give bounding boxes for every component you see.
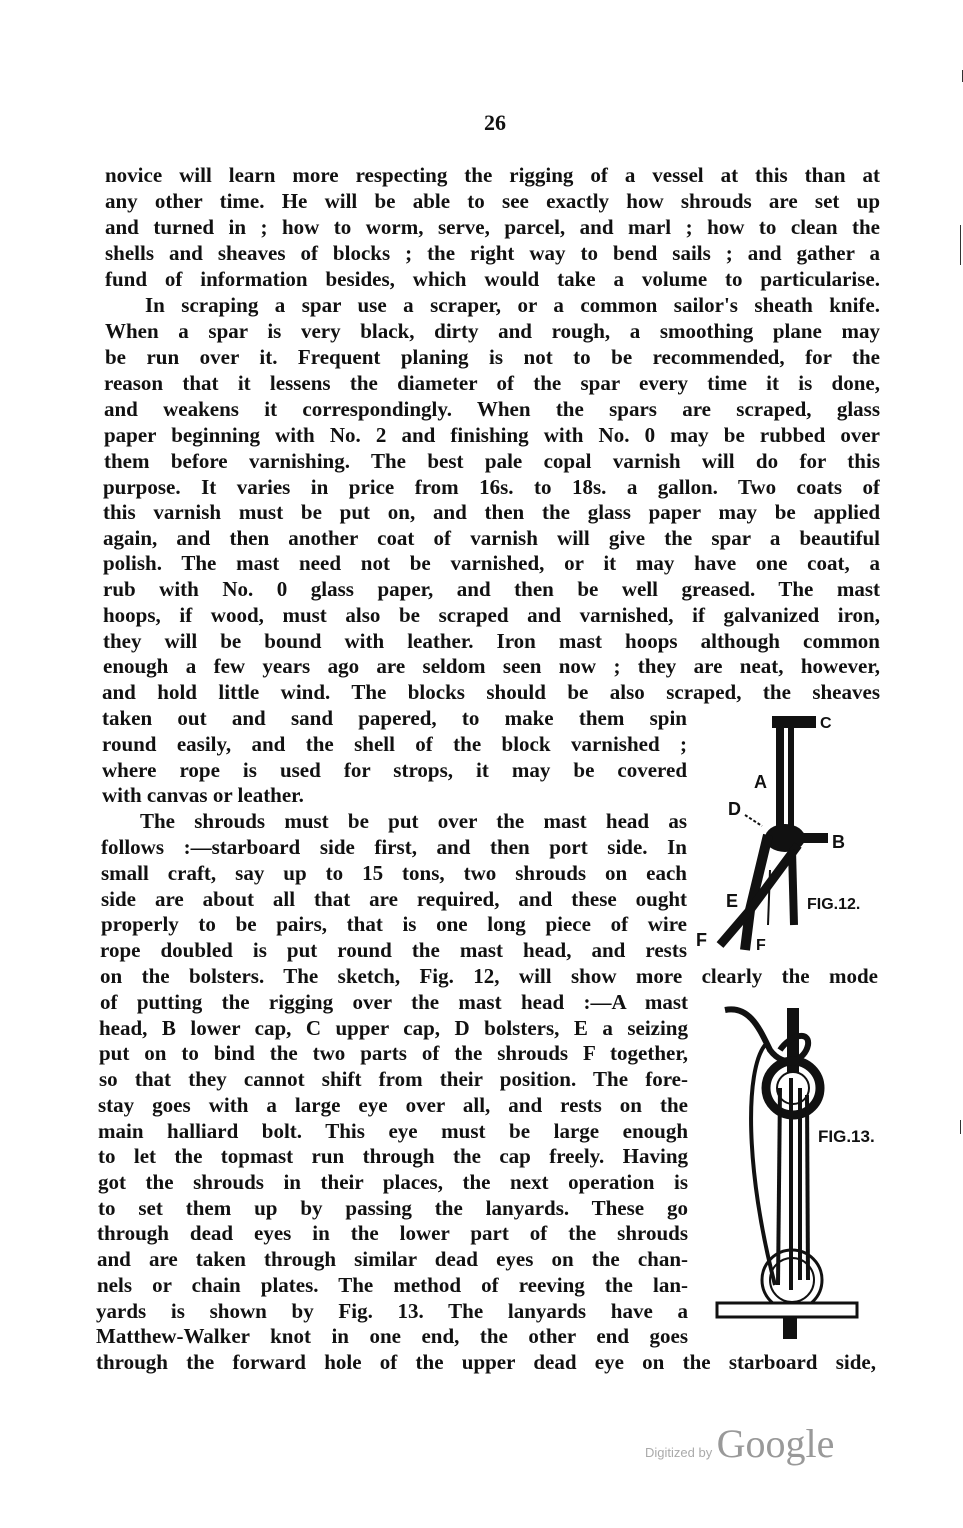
text-line: paper beginning with No. 2 and finishing with No. 0 may be rubbed over <box>104 423 880 447</box>
text-line: through the forward hole of the upper dead eye on the starboard side, <box>96 1350 876 1374</box>
label-b: B <box>832 832 845 852</box>
text-line: polish. The mast need not be varnished, or it may have one coat, a <box>103 551 880 575</box>
text-line: and are taken through similar dead eyes on the chan- <box>97 1247 688 1271</box>
text-line: enough a few years ago are seldom seen now ; they are neat, however, <box>103 654 880 678</box>
text-line: shells and sheaves of blocks ; the right way to bend sails ; and gather a <box>105 241 880 265</box>
text-line: got the shrouds in their places, the next operation is <box>98 1170 688 1194</box>
text-line: taken out and sand papered, to make them spin <box>102 706 687 730</box>
text-line: put on to bind the two parts of the shrouds F together, <box>99 1041 688 1065</box>
text-line: any other time. He will be able to see exactly how shrouds are set up <box>105 189 880 213</box>
page-number: 26 <box>484 110 506 135</box>
text-line: head, B lower cap, C upper cap, D bolsters, E a seizing <box>99 1016 688 1040</box>
mast-head <box>776 728 784 828</box>
watermark-prefix: Digitized by <box>645 1445 713 1460</box>
label-d: D <box>728 799 741 819</box>
text-line: and hold little wind. The blocks should be also scraped, the sheaves <box>102 680 880 704</box>
text-line: this varnish must be put on, and then the glass paper may be applied <box>103 500 880 524</box>
text-line: main halliard bolt. This eye must be large enough <box>98 1119 688 1143</box>
text-line: yards is shown by Fig. 13. The lanyards have a <box>96 1299 688 1323</box>
label-a: A <box>754 772 767 792</box>
text-line: and weakens it correspondingly. When the spars are scraped, glass <box>104 397 880 421</box>
text-line: The shrouds must be put over the mast head as <box>140 809 687 833</box>
text-line: through dead eyes in the lower part of the shrouds <box>97 1221 688 1245</box>
label-f-left: F <box>696 930 707 950</box>
text-line: again, and then another coat of varnish will give the spar a beautiful <box>103 526 880 550</box>
text-line: be run over it. Frequent planing is not to be recommended, for the <box>105 345 880 369</box>
text-line: reason that it lessens the diameter of the spar every time it is done, <box>104 371 880 395</box>
text-line: properly to be pairs, that is one long piece of wire <box>101 912 687 936</box>
text-line: novice will learn more respecting the rigging of a vessel at this than at <box>105 163 880 187</box>
upper-cap <box>772 716 816 728</box>
watermark <box>645 1420 834 1467</box>
text-line: small craft, say up to 15 tons, two shrouds on each <box>101 861 687 885</box>
text-line: them before varnishing. The best pale copal varnish will do for this <box>104 449 880 473</box>
text-line: they will be bound with leather. Iron mast hoops although common <box>103 629 880 653</box>
google-logo: Google <box>716 1421 835 1466</box>
text-line: nels or chain plates. The method of reeving the lan- <box>97 1273 688 1297</box>
text-line: Matthew-Walker knot in one end, the other end goes <box>96 1324 688 1348</box>
text-line: to let the topmast run through the cap freely. Having <box>98 1144 688 1168</box>
text-line: of putting the rigging over the mast head :—A mast <box>100 990 688 1014</box>
text-line: stay goes with a large eye over all, and rests on the <box>98 1093 688 1117</box>
text-line: When a spar is very black, dirty and rough, a smoothing plane may <box>105 319 880 343</box>
figure-12-mast-head <box>690 700 890 970</box>
text-line: rope doubled is put round the mast head, and rests <box>100 938 687 962</box>
label-c: C <box>820 715 832 732</box>
text-line: rub with No. 0 glass paper, and then be well greased. The mast <box>103 577 880 601</box>
text-line: follows :—starboard side first, and then port side. In <box>101 835 687 859</box>
fig-12-caption: FIG.12. <box>807 896 861 913</box>
figure-13-lanyard-dead-eyes <box>690 990 890 1360</box>
text-line: so that they cannot shift from their position. The fore- <box>99 1067 688 1091</box>
text-line: and turned in ; how to worm, serve, parcel, and marl ; how to clean the <box>105 215 880 239</box>
text-line: round easily, and the shell of the block varnished ; <box>102 732 687 756</box>
text-line: on the bolsters. The sketch, Fig. 12, will show more clearly the mode <box>100 964 878 988</box>
text-line: In scraping a spar use a scraper, or a common sailor's sheath knife. <box>145 293 880 317</box>
text-line: purpose. It varies in price from 16s. to 18s. a gallon. Two coats of <box>103 475 880 499</box>
label-f-right: F <box>756 937 766 954</box>
label-e: E <box>726 891 739 911</box>
text-line: hoops, if wood, must also be scraped and varnished, if galvanized iron, <box>103 603 880 627</box>
text-line: where rope is used for strops, it may be covered <box>102 758 687 782</box>
fig-13-caption: FIG.13. <box>818 1127 875 1146</box>
chain-plate <box>717 1303 857 1317</box>
text-line: side are about all that are required, and these ought <box>101 887 687 911</box>
text-line: fund of information besides, which would take a volume to particularise. <box>105 267 880 291</box>
text-line: with canvas or leather. <box>102 783 304 807</box>
text-line: to set them up by passing the lanyards. These go <box>98 1196 688 1220</box>
